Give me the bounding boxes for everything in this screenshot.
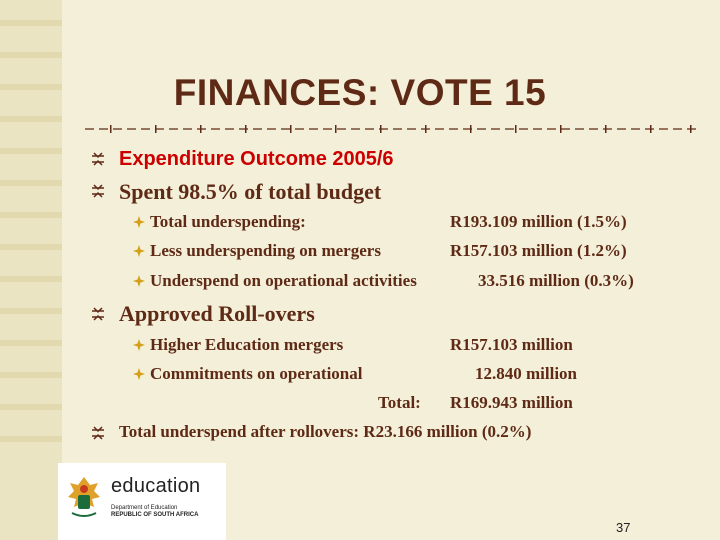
- rollover-amount: R157.103 million: [450, 335, 573, 354]
- department-logo: [58, 463, 226, 540]
- total-label: Total:: [378, 393, 421, 412]
- underspend-amount: R193.109 million (1.5%): [450, 212, 627, 231]
- rollover-amount: 12.840 million: [475, 364, 578, 383]
- rollover-label: Commitments on operational: [150, 364, 363, 383]
- rollovers-heading: Approved Roll-overs: [119, 301, 315, 326]
- underspend-amount: 33.516 million (0.3%): [478, 271, 634, 290]
- final-total-line: Total underspend after rollovers: R23.166 million (0.2%): [119, 422, 532, 441]
- underspend-amount: R157.103 million (1.2%): [450, 241, 627, 260]
- bullet-icon: [91, 426, 105, 440]
- diamond-bullet-icon: [133, 339, 145, 351]
- bullet-icon: [91, 152, 105, 166]
- logo-country-line: REPUBLIC OF SOUTH AFRICA: [111, 512, 199, 518]
- title-divider: [85, 124, 700, 134]
- diamond-bullet-icon: [133, 368, 145, 380]
- slide-title: FINANCES: VOTE 15: [173, 72, 547, 113]
- diamond-bullet-icon: [133, 245, 145, 257]
- bullet-icon: [91, 307, 105, 321]
- total-amount: R169.943 million: [450, 393, 573, 412]
- bullet-icon: [91, 184, 105, 198]
- diamond-bullet-icon: [133, 275, 145, 287]
- logo-dept-line: Department of Education: [111, 505, 178, 511]
- underspend-label: Less underspending on mergers: [150, 241, 381, 260]
- underspend-label: Total underspending:: [150, 212, 306, 231]
- rollover-label: Higher Education mergers: [150, 335, 344, 354]
- underspend-label: Underspend on operational activities: [150, 271, 417, 290]
- item-spent: Spent 98.5% of total budget: [119, 179, 382, 204]
- logo-department-text: [111, 505, 198, 519]
- logo-wordmark: education: [111, 475, 201, 497]
- item-expenditure-outcome: Expenditure Outcome 2005/6: [119, 148, 394, 170]
- diamond-bullet-icon: [133, 216, 145, 228]
- coat-of-arms-icon: [64, 475, 104, 521]
- page-number: 37: [616, 520, 631, 535]
